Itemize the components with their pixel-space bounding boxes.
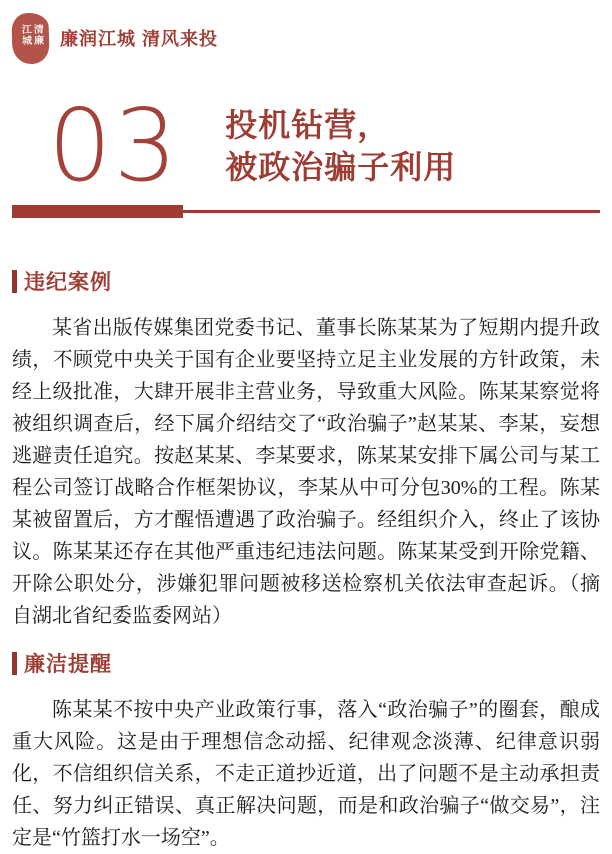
chapter-title — [225, 104, 456, 188]
chapter-title-line2: 被政治骗子利用 — [225, 148, 457, 185]
seal-characters: 清廉江城 — [19, 22, 43, 46]
section-heading — [12, 268, 600, 294]
heading-accent-bar — [12, 652, 17, 675]
chapter-heading — [12, 87, 600, 204]
section-body-text: 某省出版传媒集团党委书记、董事长陈某某为了短期内提升政绩，不顾党中央关于国有企业要坚持立足主业发展的方针政策，未经上级批准，大肆开展非主营业务，导致重大风险。陈某某察觉将被组织调查后，经下属介绍结交了“政治骗子”赵某某、李某，妄想逃避责任追究。按赵某某、李某要求，陈某某安排下属公司与某工程公司签订战略合作框架协议，李某从中可分包30%的工程。陈某某被留置后，方才醒悟遭遇了政治骗子。经组织介入，终止了该协议。陈某某还存在其他严重违纪违法问题。陈某某受到开除党籍、开除公职处分，涉嫌犯罪问题被移送检察机关依法审查起诉。（摘自湖北省纪委监委网站） — [12, 317, 600, 627]
section-divider — [12, 205, 600, 218]
section-integrity-reminder — [12, 650, 600, 854]
chapter-title-line1: 投机钻营， — [225, 106, 391, 143]
heading-accent-bar — [12, 270, 17, 293]
section-heading-label: 廉洁提醒 — [24, 653, 112, 676]
divider-thin-line — [183, 210, 600, 213]
brand-title: 廉润江城 清风来投 — [60, 29, 219, 49]
seal-stamp-icon — [11, 12, 49, 64]
divider-thick-bar — [12, 205, 183, 218]
section-heading — [12, 650, 600, 676]
section-violation-case — [12, 268, 600, 632]
section-body-text: 陈某某不按中央产业政策行事，落入“政治骗子”的圈套，酿成重大风险。这是由于理想信念动摇、纪律观念淡薄、纪律意识弱化，不信组织信关系，不走正道抄近道，出了问题不是主动承担责任、努力纠正错误、真正解决问题，而是和政治骗子“做交易”，注定是“竹篮打水一场空”。 — [12, 699, 600, 849]
chapter-number: 03 — [48, 87, 180, 204]
section-heading-label: 违纪案例 — [24, 271, 112, 294]
page-header — [12, 12, 600, 64]
